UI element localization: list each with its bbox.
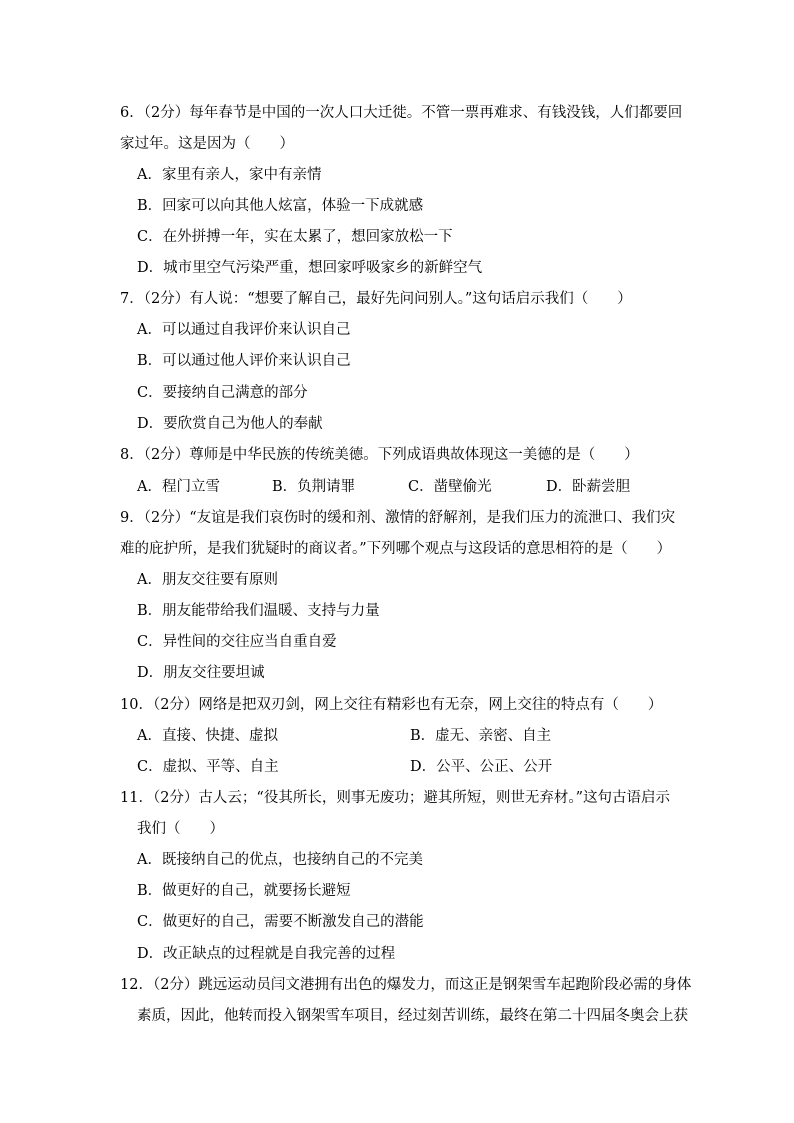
q6-option-c: C．在外拼搏一年，实在太累了，想回家放松一下 <box>137 229 453 245</box>
q6-option-a: A．家里有亲人，家中有亲情 <box>137 167 322 183</box>
q11-option-b: B．做更好的自己，就要扬长避短 <box>137 883 351 899</box>
q10-option-a: A．直接、快捷、虚拟 <box>137 728 278 744</box>
q7-option-b: B．可以通过他人评价来认识自己 <box>137 353 351 369</box>
q6-stem-line-1: 6．（2分）每年春节是中国的一次人口大迁徙。不管一票再难求、有钱没钱，人们都要回 <box>120 105 683 121</box>
q9-option-c: C．异性间的交往应当自重自爱 <box>137 634 337 650</box>
q9-stem-line-1: 9．（2分）“友谊是我们哀伤时的缓和剂、激情的舒解剂，是我们压力的流泄口、我们灾 <box>120 510 676 526</box>
q6-option-d: D．城市里空气污染严重，想回家呼吸家乡的新鲜空气 <box>137 260 483 276</box>
q6-option-b: B．回家可以向其他人炫富，体验一下成就感 <box>137 198 424 214</box>
q8-stem-line-1: 8．（2分）尊师是中华民族的传统美德。下列成语典故体现这一美德的是（ ） <box>120 447 639 463</box>
q7-option-d: D．要欣赏自己为他人的奉献 <box>137 416 323 432</box>
q10-option-c: C．虚拟、平等、自主 <box>137 759 279 775</box>
q9-option-b: B．朋友能带给我们温暖、支持与力量 <box>137 603 380 619</box>
q8-option-a: A．程门立雪 <box>137 479 220 495</box>
q9-stem-line-2: 难的庇护所，是我们犹疑时的商议者。”下列哪个观点与这段话的意思相符的是（ ） <box>120 541 672 557</box>
q12-stem-line-1: 12．（2分）跳远运动员闫文港拥有出色的爆发力，而这正是钢架雪车起跑阶段必需的身体 <box>120 977 692 993</box>
q12-stem-line-2: 素质，因此，他转而投入钢架雪车项目，经过刻苦训练，最终在第二十四届冬奥会上获 <box>137 1008 688 1024</box>
q11-option-d: D．改正缺点的过程就是自我完善的过程 <box>137 946 396 962</box>
q11-stem-line-2: 我们（ ） <box>137 821 224 837</box>
q6-stem-line-2: 家过年。这是因为（ ） <box>120 136 294 152</box>
q9-option-a: A．朋友交往要有原则 <box>137 572 278 588</box>
q7-stem-line-1: 7．（2分）有人说：“想要了解自己，最好先问问别人。”这句话启示我们（ ） <box>120 291 632 307</box>
q9-option-d: D．朋友交往要坦诚 <box>137 665 265 681</box>
q11-option-a: A．既接纳自己的优点，也接纳自己的不完美 <box>137 852 423 868</box>
q11-stem-line-1: 11．（2分）古人云；“役其所长，则事无废功；避其所短，则世无弃材。”这句古语启示 <box>120 790 670 806</box>
q7-option-a: A．可以通过自我评价来认识自己 <box>137 322 351 338</box>
q8-option-c: C．凿壁偷光 <box>408 479 492 495</box>
q11-option-c: C．做更好的自己，需要不断激发自己的潜能 <box>137 914 424 930</box>
q8-option-b: B．负荆请罪 <box>272 479 356 495</box>
q10-option-d: D．公平、公正、公开 <box>410 759 553 775</box>
q10-stem-line-1: 10．（2分）网络是把双刃剑，网上交往有精彩也有无奈，网上交往的特点有（ ） <box>120 697 663 713</box>
q7-option-c: C．要接纳自己满意的部分 <box>137 385 308 401</box>
q10-option-b: B．虚无、亲密、自主 <box>410 728 552 744</box>
q8-option-d: D．卧薪尝胆 <box>546 479 631 495</box>
